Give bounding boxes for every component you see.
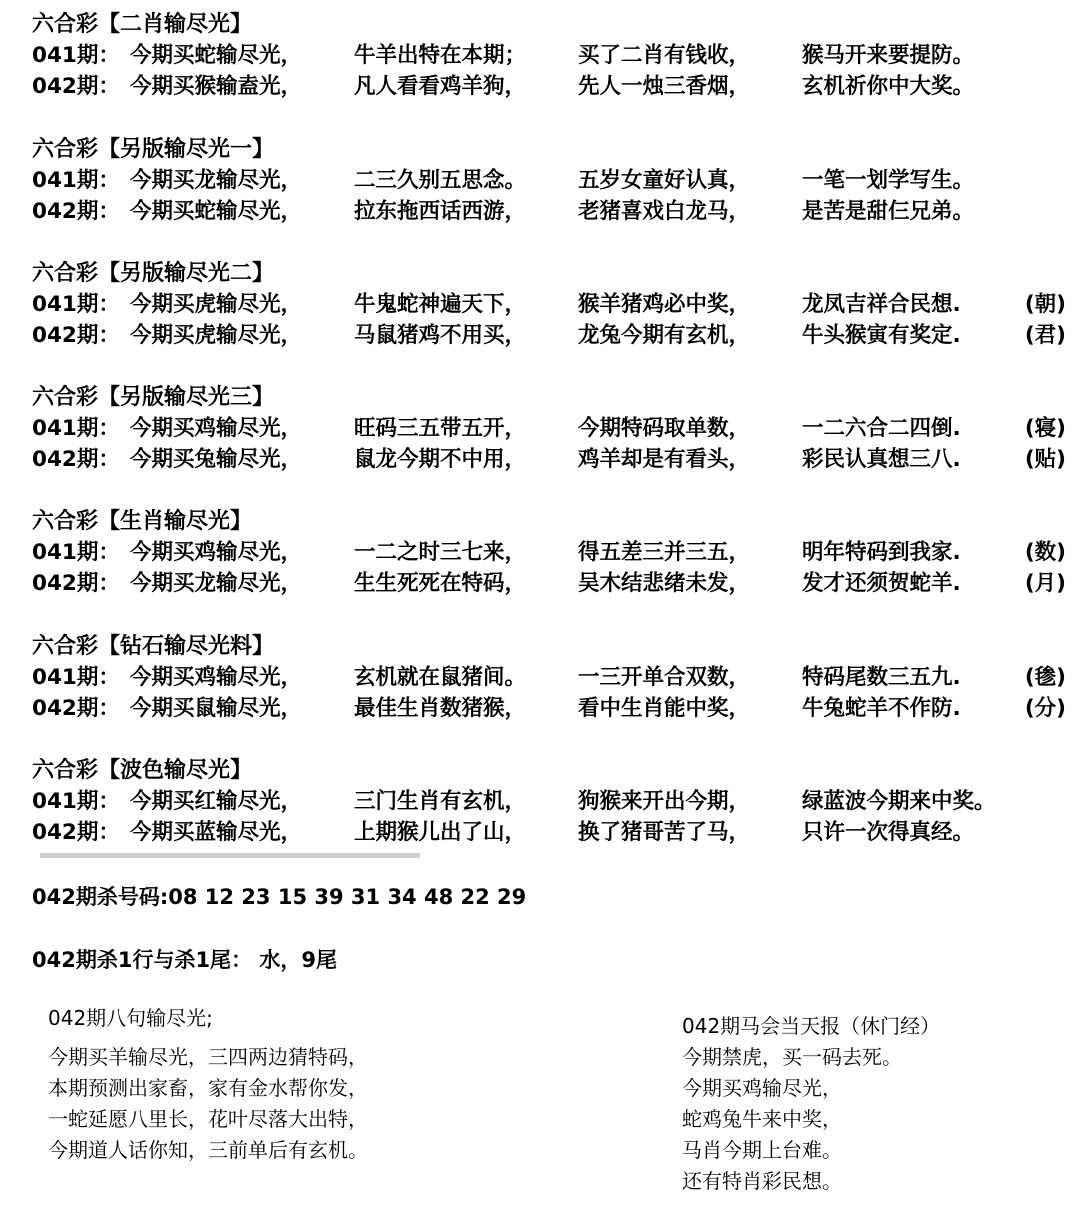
hint-char: (君)	[1024, 323, 1066, 348]
daily-line: 马肖今期上台难。	[682, 1138, 842, 1162]
section-title: 六合彩【钻石输尽光料】	[32, 634, 275, 659]
period-label: 042期：	[32, 571, 120, 596]
period-label: 042期：	[32, 74, 120, 99]
scan-smudge	[40, 850, 420, 862]
verse-part: 今期买蛇输尽光，	[130, 43, 303, 68]
verse-part: 换了猪哥苦了马，	[578, 820, 751, 845]
verse-part: 发才还须贺蛇羊.	[802, 571, 961, 596]
verse-part: 龙凤吉祥合民想.	[802, 292, 961, 317]
verse-part: 二三久别五思念。	[354, 168, 527, 193]
period-label: 041期：	[32, 540, 120, 565]
kill-element-tail: 042期杀1行与杀1尾： 水，9尾	[32, 948, 337, 972]
verse-part: 今期买鸡输尽光，	[130, 540, 303, 565]
verse-title: 042期八句输尽光;	[48, 1006, 213, 1030]
hint-char: (毶)	[1024, 665, 1066, 690]
verse-part: 今期买蓝输尽光，	[130, 820, 303, 845]
section-zodiac	[32, 507, 1072, 599]
hint-char: (贴)	[1024, 447, 1066, 472]
verse-line: 今期道人话你知，三前单后有玄机。	[48, 1138, 368, 1162]
horse-club-daily	[682, 1011, 940, 1197]
hint-char: (数)	[1024, 540, 1066, 565]
period-label: 041期：	[32, 789, 120, 814]
verse-part: 玄机就在鼠猪间。	[354, 665, 527, 690]
hint-char: (寝)	[1024, 416, 1066, 441]
verse-part: 三门生肖有玄机，	[354, 789, 527, 814]
period-label: 041期：	[32, 665, 120, 690]
section-two-zodiac	[32, 10, 1072, 102]
verse-part: 一笔一划学写生。	[802, 168, 975, 193]
verse-part: 是苦是甜仨兄弟。	[802, 199, 975, 224]
verse-part: 今期买虎输尽光，	[130, 292, 303, 317]
period-row	[32, 693, 1072, 724]
verse-part: 今期买鸡输尽光，	[130, 416, 303, 441]
verse-part: 绿蓝波今期来中奖。	[802, 789, 996, 814]
section-alt-version-3	[32, 383, 1072, 475]
verse-part: 上期猴儿出了山，	[354, 820, 527, 845]
period-label: 041期：	[32, 292, 120, 317]
verse-part: 五岁女童好认真，	[578, 168, 751, 193]
verse-part: 买了二肖有钱收，	[578, 43, 751, 68]
verse-part: 最佳生肖数猪猴，	[354, 696, 527, 721]
verse-part: 先人一烛三香烟，	[578, 74, 751, 99]
hint-char: (月)	[1024, 571, 1066, 596]
verse-part: 老猪喜戏白龙马，	[578, 199, 751, 224]
section-title: 六合彩【另版输尽光二】	[32, 261, 275, 286]
period-row	[32, 413, 1072, 444]
verse-part: 狗猴来开出今期，	[578, 789, 751, 814]
section-alt-version-2	[32, 259, 1072, 351]
period-row	[32, 537, 1072, 568]
verse-part: 猴马开来要提防。	[802, 43, 975, 68]
verse-part: 彩民认真想三八.	[802, 447, 961, 472]
verse-part: 只许一次得真经。	[802, 820, 975, 845]
verse-part: 明年特码到我家.	[802, 540, 961, 565]
verse-part: 今期特码取单数，	[578, 416, 751, 441]
period-label: 042期：	[32, 696, 120, 721]
verse-part: 今期买虎输尽光，	[130, 323, 303, 348]
verse-part: 马鼠猪鸡不用买，	[354, 323, 527, 348]
period-row	[32, 320, 1072, 351]
verse-line: 今期买羊输尽光，三四两边猜特码，	[48, 1045, 368, 1069]
period-label: 042期：	[32, 820, 120, 845]
daily-title: 042期马会当天报（休门经）	[682, 1014, 941, 1038]
period-row	[32, 662, 1072, 693]
period-label: 042期：	[32, 323, 120, 348]
verse-part: 今期买鼠输尽光，	[130, 696, 303, 721]
period-label: 042期：	[32, 199, 120, 224]
verse-part: 鸡羊却是有看头，	[578, 447, 751, 472]
verse-part: 龙兔今期有玄机，	[578, 323, 751, 348]
verse-part: 拉东拖西话西游，	[354, 199, 527, 224]
verse-part: 牛羊出特在本期；	[354, 43, 527, 68]
verse-part: 吴木结悲绪未发，	[578, 571, 751, 596]
period-label: 041期：	[32, 168, 120, 193]
verse-line: 一蛇延愿八里长，花叶尽落大出特，	[48, 1107, 368, 1131]
verse-part: 一二六合二四倒.	[802, 416, 961, 441]
verse-part: 今期买猴输盍光，	[130, 74, 303, 99]
verse-part: 鼠龙今期不中用，	[354, 447, 527, 472]
period-row	[32, 444, 1072, 475]
period-row	[32, 196, 1072, 227]
verse-part: 今期买蛇输尽光，	[130, 199, 303, 224]
verse-part: 今期买兔输尽光，	[130, 447, 303, 472]
verse-part: 牛鬼蛇神遍天下，	[354, 292, 527, 317]
verse-part: 特码尾数三五九.	[802, 665, 961, 690]
section-diamond	[32, 632, 1072, 724]
period-row	[32, 568, 1072, 599]
verse-part: 牛兔蛇羊不作防.	[802, 696, 961, 721]
verse-part: 今期买鸡输尽光，	[130, 665, 303, 690]
daily-line: 蛇鸡兔牛来中奖，	[682, 1107, 842, 1131]
verse-part: 看中生肖能中奖，	[578, 696, 751, 721]
verse-part: 今期买红输尽光，	[130, 789, 303, 814]
period-label: 041期：	[32, 43, 120, 68]
hint-char: (分)	[1024, 696, 1066, 721]
verse-part: 牛头猴寅有奖定.	[802, 323, 961, 348]
section-title: 六合彩【生肖输尽光】	[32, 509, 253, 534]
daily-line: 今期买鸡输尽光，	[682, 1076, 842, 1100]
hint-char: (朝)	[1024, 292, 1066, 317]
period-row	[32, 40, 1072, 71]
section-title: 六合彩【另版输尽光三】	[32, 385, 275, 410]
section-title: 六合彩【二肖输尽光】	[32, 12, 253, 37]
period-label: 042期：	[32, 447, 120, 472]
daily-line: 还有特肖彩民想。	[682, 1169, 842, 1193]
period-label: 041期：	[32, 416, 120, 441]
section-title: 六合彩【波色输尽光】	[32, 758, 253, 783]
verse-line: 本期预测出家畜，家有金水帮你发，	[48, 1076, 368, 1100]
section-alt-version-1	[32, 135, 1072, 227]
daily-line: 今期禁虎，买一码去死。	[682, 1045, 902, 1069]
verse-part: 凡人看看鸡羊狗，	[354, 74, 527, 99]
verse-part: 猴羊猪鸡必中奖，	[578, 292, 751, 317]
period-row	[32, 786, 1072, 817]
verse-part: 一三开单合双数，	[578, 665, 751, 690]
kill-numbers: 042期杀号码:08 12 23 15 39 31 34 48 22 29	[32, 885, 527, 909]
period-row	[32, 165, 1072, 196]
verse-part: 生生死死在特码，	[354, 571, 527, 596]
verse-part: 一二之时三七来，	[354, 540, 527, 565]
period-row	[32, 71, 1072, 102]
verse-part: 得五差三并三五，	[578, 540, 751, 565]
period-row	[32, 289, 1072, 320]
verse-part: 旺码三五带五开，	[354, 416, 527, 441]
section-wave-color	[32, 756, 1072, 848]
verse-part: 今期买龙输尽光，	[130, 571, 303, 596]
period-row	[32, 817, 1072, 848]
section-title: 六合彩【另版输尽光一】	[32, 137, 275, 162]
eight-line-verse	[48, 1003, 368, 1166]
verse-part: 玄机祈你中大奖。	[802, 74, 975, 99]
verse-part: 今期买龙输尽光，	[130, 168, 303, 193]
